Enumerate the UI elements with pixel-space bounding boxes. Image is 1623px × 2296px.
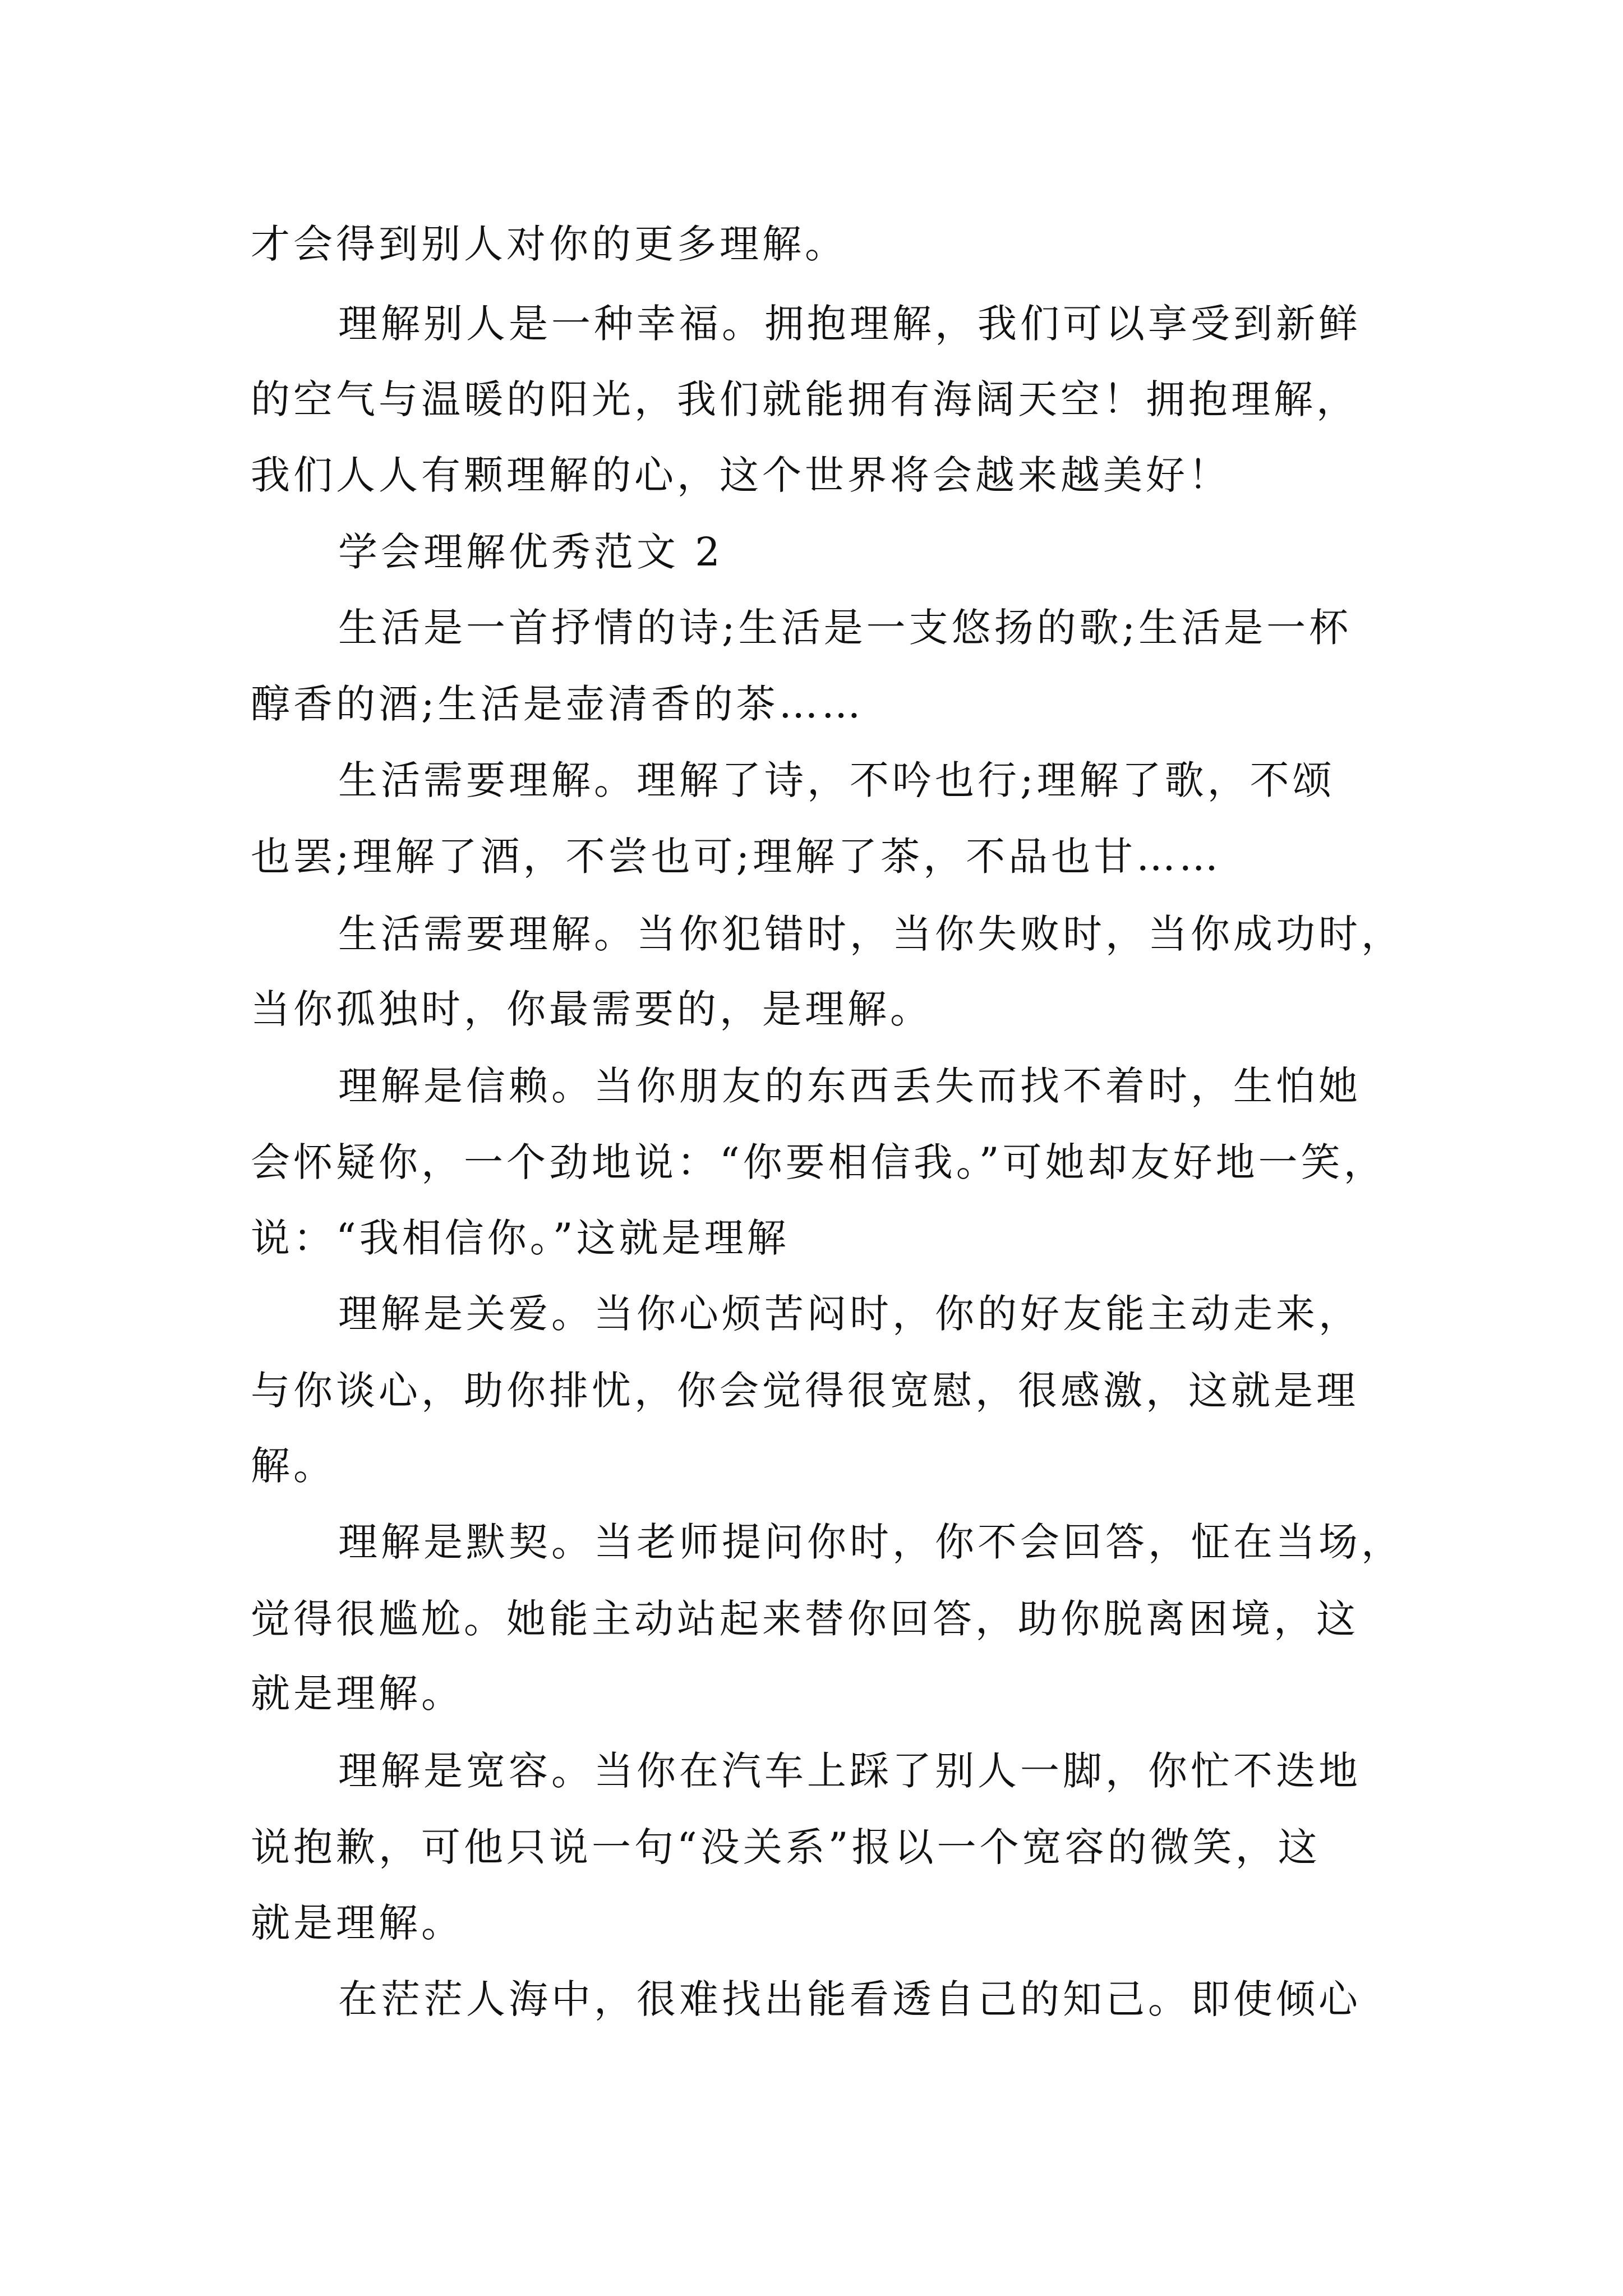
- line-text: 当你孤独时，你最需要的，是理解。: [251, 986, 933, 1032]
- line-text: 会怀疑你，一个劲地说：“你要相信我。”可她却友好地一笑，: [251, 1139, 1386, 1185]
- line-text: 才会得到别人对你的更多理解。: [251, 221, 847, 267]
- line-text: 理解是宽容。当你在汽车上踩了别人一脚，你忙不迭地: [338, 1748, 1361, 1794]
- text-line: [0, 1424, 1623, 1508]
- line-text: 觉得很尴尬。她能主动站起来替你回答，助你脱离困境，这: [251, 1596, 1359, 1642]
- text-line: [0, 1957, 1623, 2041]
- text-line: [0, 815, 1623, 899]
- line-text: 说：“我相信你。”这就是理解: [251, 1215, 790, 1261]
- line-text: 也罢;理解了酒，不尝也可;理解了茶，不品也甘……: [251, 834, 1222, 880]
- line-text: 说抱歉，可他只说一句“没关系”报以一个宽容的微笑，这: [251, 1824, 1321, 1870]
- line-text: 醇香的酒;生活是壶清香的茶……: [251, 681, 864, 727]
- text-line: [0, 1349, 1623, 1433]
- line-text: 我们人人有颗理解的心，这个世界将会越来越美好！: [251, 452, 1231, 498]
- text-line: [0, 662, 1623, 746]
- line-text: 生活需要理解。理解了诗，不吟也行;理解了歌，不颂: [338, 757, 1335, 803]
- text-line: [0, 1044, 1623, 1128]
- text-line: [0, 1805, 1623, 1889]
- text-line: [0, 1120, 1623, 1204]
- text-line: [0, 357, 1623, 441]
- text-line: [0, 892, 1623, 976]
- line-text: 生活是一首抒情的诗;生活是一支悠扬的歌;生活是一杯: [338, 605, 1352, 651]
- text-line: [0, 433, 1623, 517]
- line-text: 理解是默契。当老师提问你时，你不会回答，怔在当场，: [338, 1519, 1404, 1565]
- line-text: 理解别人是一种幸福。拥抱理解，我们可以享受到新鲜: [338, 301, 1361, 347]
- text-line: [0, 202, 1623, 286]
- line-text: 理解是关爱。当你心烦苦闷时，你的好友能主动走来，: [338, 1291, 1361, 1337]
- text-line: [0, 1577, 1623, 1661]
- text-line: [0, 1196, 1623, 1280]
- text-line: [0, 282, 1623, 366]
- text-line: [0, 1881, 1623, 1965]
- line-text: 与你谈心，助你排忧，你会觉得很宽慰，很感激，这就是理: [251, 1368, 1359, 1414]
- line-text: 理解是信赖。当你朋友的东西丢失而找不着时，生怕她: [338, 1063, 1361, 1109]
- text-line: [0, 1272, 1623, 1356]
- text-line: [0, 967, 1623, 1051]
- text-line: [0, 1729, 1623, 1813]
- text-line: [0, 1500, 1623, 1584]
- line-text: 生活需要理解。当你犯错时，当你失败时，当你成功时，: [338, 911, 1404, 957]
- text-line: [0, 738, 1623, 822]
- section-heading: [0, 510, 1623, 594]
- text-line: [0, 586, 1623, 670]
- section-heading-text: 学会理解优秀范文 2: [338, 529, 723, 575]
- text-line: [0, 1651, 1623, 1736]
- line-text: 就是理解。: [251, 1900, 464, 1946]
- line-text: 在茫茫人海中，很难找出能看透自己的知己。即使倾心: [338, 1976, 1361, 2022]
- line-text: 就是理解。: [251, 1671, 464, 1717]
- line-text: 的空气与温暖的阳光，我们就能拥有海阔天空！拥抱理解，: [251, 376, 1359, 422]
- line-text: 解。: [251, 1443, 336, 1489]
